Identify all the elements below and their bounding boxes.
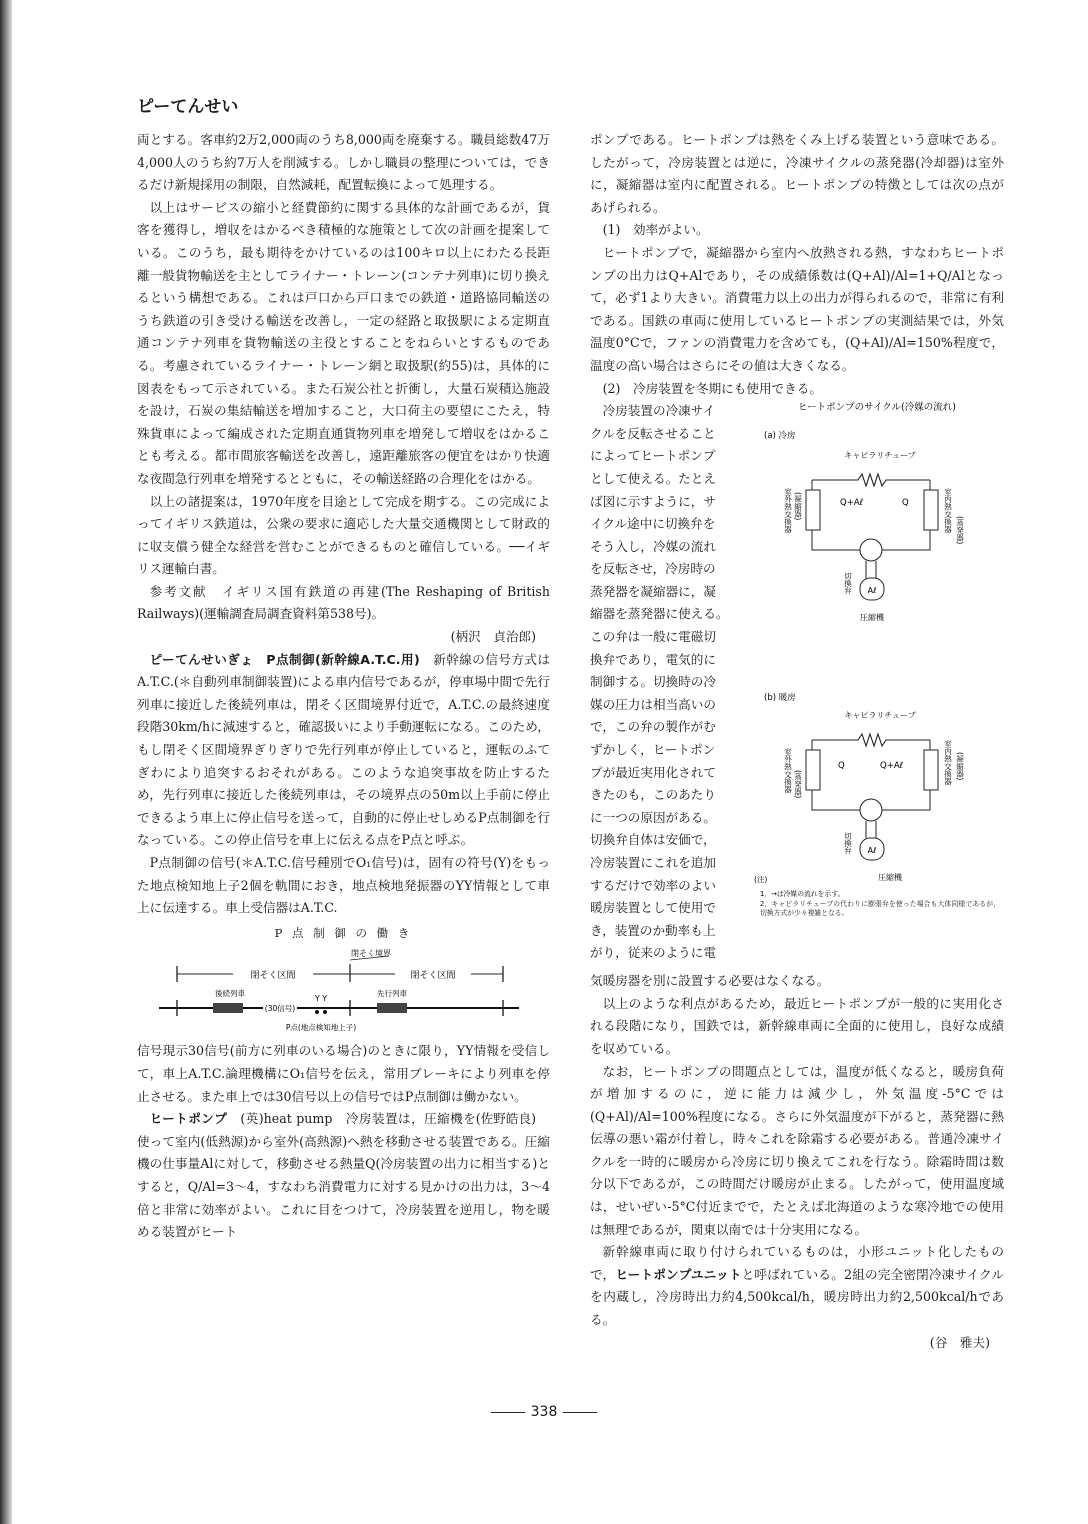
text-figure-block [590, 400, 1004, 970]
list-item: (2) 冷房装置を冬期にも使用できる。 [602, 380, 822, 396]
follow-train-label: 後続列車 [215, 989, 245, 999]
yy-label: Y Y [314, 994, 328, 1004]
transponder-icon [323, 1010, 327, 1014]
narrow-text-line: に一つの原因がある。 [590, 809, 716, 825]
narrow-text-line: き，装置のか動率も上 [590, 922, 716, 938]
paragraph: 気暖房器を別に設置する必要はなくなる。 [590, 973, 830, 989]
paragraph-text: 新幹線車両に取り付けられているものは，小形ユニット化したもので， [590, 1244, 1004, 1282]
narrow-text-line: 縮器を蒸発器に使える。 [590, 606, 729, 622]
indoor-hx-icon [924, 750, 938, 790]
heating-cycle-diagram [764, 692, 965, 882]
narrow-text-line: によってヒートポンプ [590, 448, 716, 464]
lead-train-label: 先行列車 [377, 989, 407, 999]
outdoor-hx-label: 室外熱交換器 [783, 488, 793, 534]
narrow-text-line: そう入し，冷媒の流れ [590, 538, 716, 554]
narrow-text-line: 暖房装置として使用で [590, 900, 716, 916]
note-heading: (注) [754, 875, 768, 885]
list-item: (1) 効率がよい。 [602, 222, 709, 238]
narrow-text-line: 媒の圧力は相当高いの [590, 696, 716, 712]
al-label: Aℓ [867, 586, 877, 596]
narrow-text-line: として使える。たとえ [590, 470, 716, 486]
panel-a-label: (a) 冷房 [764, 431, 796, 442]
cooling-cycle-diagram [764, 430, 965, 622]
figure-title: ヒートポンプのサイクル(冷媒の流れ) [798, 402, 956, 414]
outdoor-hx-icon [806, 490, 820, 530]
note-1: 1．→は冷媒の流れを示す。 [760, 890, 845, 899]
narrow-text-line: イクル途中に切換弁を [590, 516, 716, 532]
paragraph: 両とする。客車約2万2,000両のうち8,000両を廃棄する。職員総数47万4,000人のうち約7万人を削減する。しかし職員の整理については，できるだけ新規採用の制限，自然減耗，配置転換によって処理する。 [137, 132, 550, 193]
paragraph-text: と呼ばれている。2組の完全密閉冷凍サイクルを内蔵し，冷房時出力約4,500kcal/h，暖房時出力約2,500kcal/hである。 [590, 1266, 1004, 1328]
boundary-label: 閉そく境界 [351, 949, 391, 959]
q-label: Q [902, 498, 909, 509]
al-label: Aℓ [867, 846, 877, 856]
capillary-label: キャピラリチューブ [844, 711, 916, 721]
narrow-text-line: するだけで効率のよい [590, 877, 716, 893]
reference: 参考文献 イギリス国有鉄道の再建(The Reshaping of British Railways)(運輸調査局調査資料第538号)。 [137, 583, 550, 622]
outdoor-hx-icon [806, 750, 820, 790]
note-2: 2．キャピラリチューブの代わりに膨張弁を使った場合も大体同様であるが，切換方式が少々複雑となる。 [760, 900, 1000, 918]
narrow-text-line: 冷房装置の冷凍サイ [602, 403, 716, 419]
transponder-icon [315, 1010, 319, 1014]
paragraph: ポンプである。ヒートポンプは熱をくみ上げる装置という意味である。したがって，冷房装置とは逆に，冷凍サイクルの蒸発器(冷却器)は室外に，凝縮器は室内に配置される。ヒートポンプの特徴としては次の点があげられる。 [590, 132, 1004, 215]
paragraph: 以上の諸提案は，1970年度を目途として完成を期する。この完成によってイギリス鉄道は，公衆の要求に適応した大量交通機関として財政的に収支償う健全な経営を営むことができるものと確信している。──イギリス運輸白書。 [137, 493, 550, 577]
narrow-text-line: ずかしく，ヒートポン [590, 742, 716, 758]
compressor-label: 圧縮機 [860, 613, 884, 623]
heat-pump-cycle-figure [750, 400, 1004, 965]
narrow-text-line: プが最近実用化されて [590, 764, 716, 780]
capillary-tube-icon [812, 734, 930, 746]
hx-role-label: (蒸発器) [793, 770, 803, 799]
section-label-left: 閉そく区間 [250, 971, 296, 982]
narrow-text-line: ば図に示すように，サ [590, 493, 716, 509]
author-credit: (佐野皓良) [475, 1111, 536, 1127]
paragraph: 以上はサービスの縮小と経費節約に関する具体的な計画であるが，貨客を獲得し，増収をはかるべき積極的な施策として次の計画を提案している。このうち，最も期待をかけているのは100キロ以上にわたる長距離一般貨物輸送を主としてライナー・トレーン(コンテナ列車)に切り換えるという構想である。これは戸口から戸口までの鉄道・道路協同輸送のうち鉄道の引き受ける輸送を改善し，一定の経路と取扱駅による定期直通コンテナ列車を貨物輸送の主役とすることをねらいとするものである。考慮されているライナー・トレーン網と取扱駅(約55)は，具体的に図表をもって示されている。また石炭公社と折衝し，大量石炭積込施設を設け，石炭の集結輸送を増加すること，大口荷主の要望にこたえ，特殊貨車によって編成された定期直通貨物列車を増発して増収をはかることも考える。都市間旅客輸送を改善し，遠距離旅客の便宜をはかり快適な夜間急行列車を増発するとともに，その輸送経路の合理化をはかる。 [137, 199, 550, 486]
author-credit: (谷 雅夫) [929, 1334, 990, 1350]
narrow-text-line: 換弁であり，電気的に [590, 651, 716, 667]
paragraph: P点制御の信号(＊A.T.C.信号種別でO₁信号)は，固有の符号(Y)をもった地点検知地上子2個を軌間におき，地点検地発振器のYY情報として車上に伝達する。車上受信器はA.T.C. [137, 855, 550, 916]
narrow-text [590, 400, 740, 965]
paragraph: ヒートポンプで，凝縮器から室内へ放熱される熱，すなわちヒートポンプの出力はQ+Alであり，その成績係数は(Q+Al)/Al=1+Q/Alとなって，必ず1より大きい。消費電力以上の出力が得られるので，非常に有利である。国鉄の車両に使用しているヒートポンプの実測結果では，外気温度0°Cで，ファンの消費電力を含めても，(Q+Al)/Al=150%程度で，温度の高い場合はさらにその値は大きくなる。 [590, 244, 1004, 373]
entry-p-point-control [137, 649, 550, 852]
running-head: ピーてんせい [137, 97, 239, 117]
paragraph-text: 信号現示30信号(前方に列車のいる場合)のときに限り，YY情報を受信して，車上A.T.C.論理機構にO₁信号を伝え，常用ブレーキにより列車を停止させる。また車上では30信号以上の信号ではP点制御は働かない。 [137, 1043, 550, 1104]
narrow-text-line: がり，従来のように電 [590, 945, 716, 961]
section-label-right: 閉そく区間 [410, 971, 456, 982]
lead-train-icon [377, 1003, 407, 1013]
outdoor-hx-label: 室外熱交換器 [783, 748, 793, 794]
capillary-tube-icon [812, 474, 930, 486]
figure-title: P 点 制 御 の 働 き [274, 925, 413, 940]
narrow-text-line: 切換弁自体は安価で， [590, 832, 716, 848]
narrow-text-line: クルを反転させること [590, 425, 716, 441]
q-label: Q [838, 761, 845, 772]
follow-train-icon [213, 1003, 243, 1013]
narrow-text-line: きたのも，このあたり [590, 787, 716, 803]
narrow-text-line: 蒸発器を凝縮器に，凝 [590, 583, 716, 599]
valve-label: 切換弁 [843, 572, 853, 595]
q-plus-al-label: Q+Aℓ [840, 498, 864, 509]
hx-role-label: (凝縮器) [793, 492, 803, 521]
paragraph: なお，ヒートポンプの問題点としては，温度が低くなると，暖房負荷が増加するのに，逆に能力は減少し，外気温度-5°Cでは(Q+Al)/Al=100%程度になる。さらに外気温度が下がると，蒸発器に熱伝導の悪い霜が付着し，時々これを除霜する必要がある。普通冷凍サイクルを一時的に暖房から冷房に切り換えてこれを行なう。除霜時間は数分以下であるが，この時間だけ暖房が止まる。したがって，使用温度域は，せいぜい-5°C付近までで，たとえば北海道のような寒冷地での使用は無理であるが，関東以南では十分実用になる。 [590, 1063, 1004, 1237]
switch-valve-icon [860, 799, 882, 821]
entry-heading: ヒートポンプ [149, 1111, 228, 1127]
indoor-hx-icon [924, 490, 938, 530]
narrow-text-line: を反転させ，冷房時の [590, 561, 716, 577]
hx-role-label: (凝縮器) [955, 752, 965, 781]
page-number-text: 338 [530, 1404, 558, 1420]
paragraph: 以上のような利点があるため，最近ヒートポンプが一般的に実用化される段階になり，国鉄では，新幹線車両に全面的に使用し，良好な成績を収めている。 [590, 995, 1004, 1056]
entry-body: (英)heat pump 冷房装置は，圧縮機を使って室内(低熱源)から室外(高熱源)へ熱を移動させる装置である。圧縮機の仕事量Alに対して，移動させる熱量Q(冷房装置の出力に相当する)とすると，Q/Al=3～4，すなわち消費電力に対する見かけの出力は，3～4倍と非常に効率がよい。これに目をつけて，冷房装置を逆用し，物を暖める装置がヒート [137, 1111, 550, 1240]
capillary-label: キャピラリチューブ [844, 451, 916, 461]
page-number [0, 1404, 1088, 1420]
narrow-text-line: この弁は一般に電磁切 [590, 629, 716, 645]
switch-valve-icon [860, 539, 882, 561]
left-column [137, 129, 550, 1244]
entry-heading: ピーてんせいぎょ P点制御(新幹線A.T.C.用) [149, 651, 420, 667]
valve-label: 切換弁 [843, 832, 853, 855]
speed-label: (30信号) [264, 1004, 296, 1014]
narrow-text-line: で，この弁の製作がむ [590, 719, 716, 735]
narrow-text-line: 制御する。切換時の冷 [590, 674, 716, 690]
hx-role-label: (蒸発器) [955, 516, 965, 545]
term-bold: ヒートポンプユニット [615, 1266, 742, 1282]
author-credit: (柄沢 貞治郎) [450, 629, 536, 645]
entry-body: 新幹線の信号方式はA.T.C.(＊自動列車制御装置)による車内信号であるが，停車場中間で先行列車に接近した後続列車は，閉そく区間境界付近で，A.T.C.の最終速度段階30km/hに減速すると，確認扱いにより手動運転になる。このため，もし閉そく区間境界ぎりぎりで先行列車が停止していると，運転のふてぎわにより追突するおそれがある。このような追突事故を防止するため，先行列車に接近した後続列車は，その境界点の50m以上手前に停止できるよう車上に停止信号を送って，自動的に停止せしめるP点制御を行なっている。この停止信号を車上に伝える点をP点と呼ぶ。 [137, 651, 551, 848]
p-point-diagram [137, 946, 550, 1036]
indoor-hx-label: 室内熱交換器 [943, 740, 953, 786]
narrow-text-line: 冷房装置にこれを追加 [590, 855, 716, 870]
p-point-label: P点(地点検知地上子) [285, 1023, 357, 1033]
paragraph [590, 1241, 1004, 1331]
q-plus-al-label: Q+Aℓ [880, 761, 904, 772]
indoor-hx-label: 室内熱交換器 [943, 488, 953, 534]
compressor-label: 圧縮機 [878, 873, 902, 883]
binding-edge [0, 0, 12, 1524]
right-column [590, 129, 1004, 1354]
panel-b-label: (b) 暖房 [764, 693, 796, 704]
